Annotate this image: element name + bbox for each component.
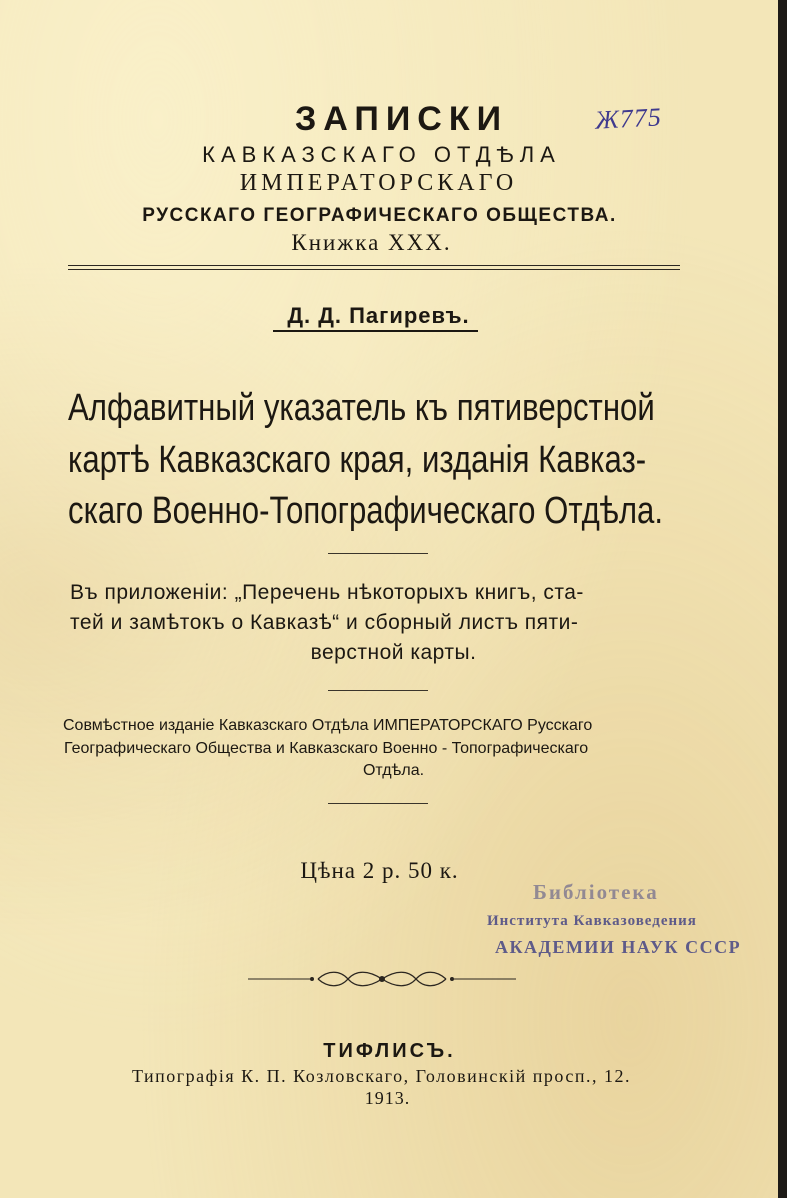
appendix-line-2: тей и замѣтокъ о Кавказѣ“ и сборный листъ пяти- xyxy=(70,611,579,634)
appendix-line-1: Въ приложеніи: „Перечень нѣкоторыхъ книгъ, ста- xyxy=(70,581,584,604)
divider-rule xyxy=(328,553,428,554)
imperial-line: ИМПЕРАТОРСКАГО xyxy=(239,170,518,196)
department-line: КАВКАЗСКАГО ОТДѢЛА xyxy=(202,142,561,167)
author-underline xyxy=(273,330,478,332)
library-stamp-line-3: АКАДЕМИИ НАУК СССР xyxy=(495,937,742,957)
joint-edition-line-2: Географическаго Общества и Кавказскаго Военно - Топографическаго xyxy=(64,740,589,757)
society-line: РУССКАГО ГЕОГРАФИЧЕСКАГО ОБЩЕСТВА. xyxy=(142,205,617,226)
page-edge xyxy=(778,0,787,1198)
handwritten-shelf-mark: Ж775 xyxy=(594,102,663,135)
ornament-divider xyxy=(248,966,516,992)
divider-rule xyxy=(328,690,428,691)
title-line-1: Алфавитный указатель къ пятиверстной xyxy=(68,387,655,429)
joint-edition-line-1: Совмѣстное изданіе Кавказскаго Отдѣла ИМПЕРАТОРСКАГО Русскаго xyxy=(63,717,593,734)
book-number: Книжка XXX. xyxy=(291,230,452,255)
imprint-year: 1913. xyxy=(364,1088,411,1108)
library-stamp-line-1: Библіотека xyxy=(533,880,659,904)
double-rule xyxy=(68,265,680,270)
title-line-2: картѣ Кавказскаго края, изданія Кавказ- xyxy=(68,439,647,481)
series-title: ЗАПИСКИ xyxy=(294,100,509,138)
author-name: Д. Д. Пагиревъ. xyxy=(287,303,470,328)
joint-edition-line-3: Отдѣла. xyxy=(362,762,425,779)
imprint-city: ТИФЛИСЪ. xyxy=(323,1040,456,1062)
title-line-3: скаго Военно-Топографическаго Отдѣла. xyxy=(68,490,664,532)
imprint-press: Типографія К. П. Козловскаго, Головинскій просп., 12. xyxy=(131,1066,632,1086)
divider-rule xyxy=(328,803,428,804)
library-stamp-line-2: Института Кавказоведения xyxy=(487,913,697,929)
appendix-line-3: верстной карты. xyxy=(310,641,477,664)
price: Цѣна 2 р. 50 к. xyxy=(300,858,459,883)
